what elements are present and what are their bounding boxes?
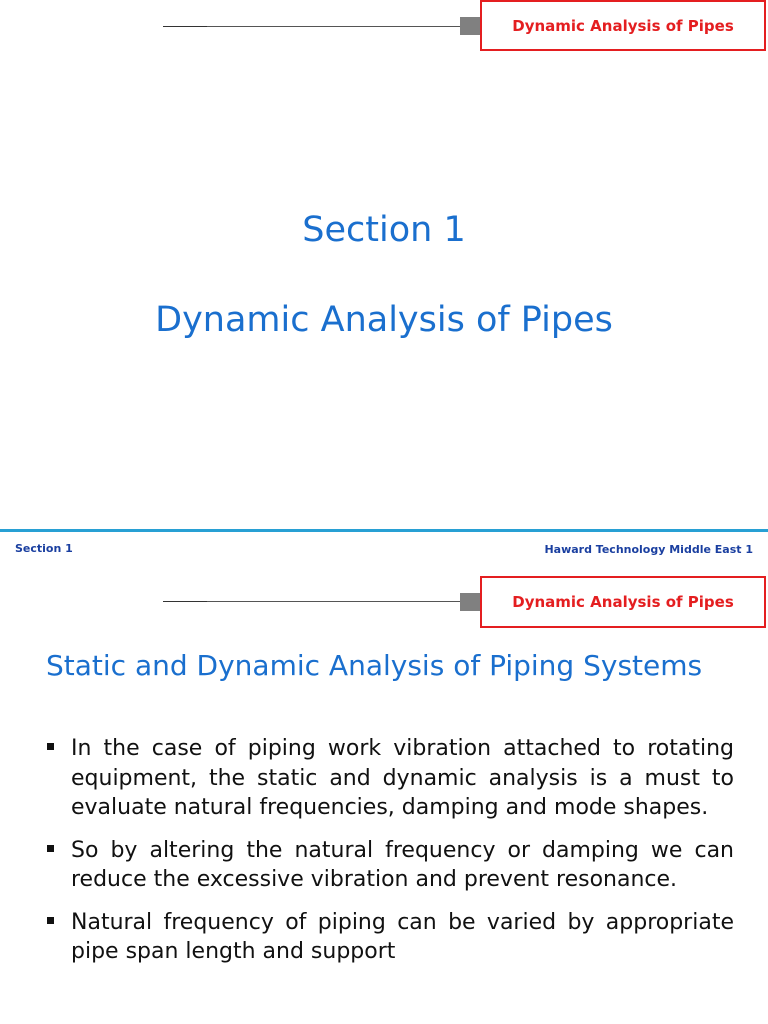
bullet-square-icon [47,743,54,750]
header-square-marker [460,593,480,611]
bullet-item [46,836,734,895]
bullet-text: So by altering the natural frequency or damping we can reduce the excessive vibration and prevent resonance. [71,837,734,892]
bullet-square-icon [47,845,54,852]
section-subtitle: Dynamic Analysis of Pipes [155,300,613,340]
bullet-text: Natural frequency of piping can be varied by appropriate pipe span length and support [71,909,734,964]
bullet-text: In the case of piping work vibration attached to rotating equipment, the static and dynamic analysis is a must to evaluate natural frequencies, damping and mode shapes. [71,736,734,820]
header-rule-right [207,601,460,602]
header-title-box: Dynamic Analysis of Pipes [480,576,766,628]
footer-company-page: Haward Technology Middle East 1 [544,543,753,556]
slide-divider [0,529,768,532]
header-rule-right [207,26,460,27]
bullet-item [46,734,734,823]
header-title-box: Dynamic Analysis of Pipes [480,0,766,51]
header-square-marker [460,17,480,35]
bullet-square-icon [47,917,54,924]
section-title: Section 1 [302,210,466,250]
slide-heading: Static and Dynamic Analysis of Piping Systems [46,649,703,682]
header-rule-left [163,26,207,27]
bullet-list [46,734,734,980]
footer-section-label: Section 1 [15,542,73,555]
header-rule-left [163,601,207,602]
bullet-item [46,908,734,967]
